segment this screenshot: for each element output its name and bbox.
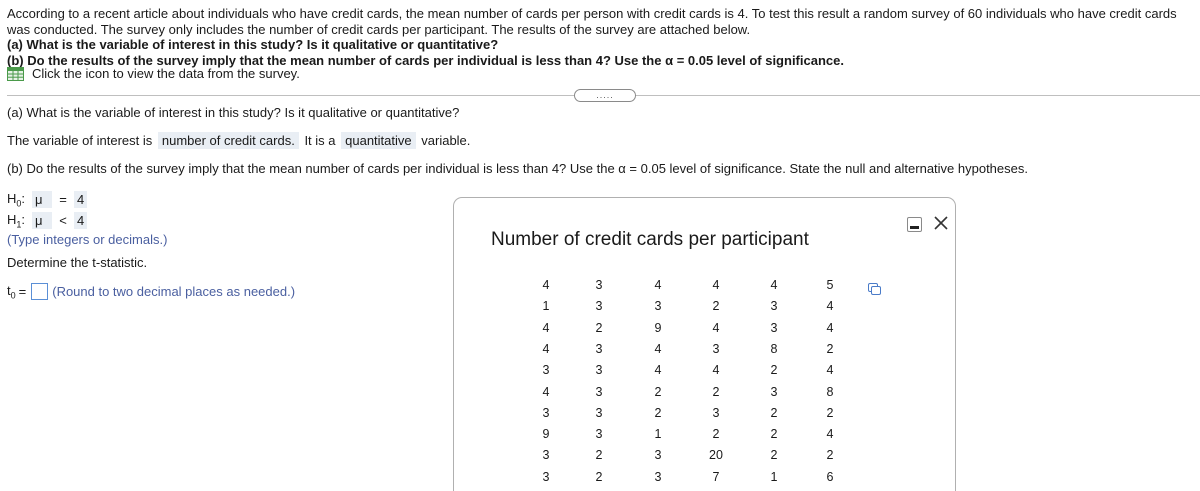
data-cell: 3 xyxy=(595,299,603,314)
data-cell: 4 xyxy=(712,320,720,335)
minimize-button[interactable] xyxy=(907,217,922,232)
data-cell: 1 xyxy=(770,469,778,484)
data-cell: 4 xyxy=(826,363,834,378)
data-cell: 8 xyxy=(770,341,778,356)
null-hypothesis xyxy=(7,191,87,209)
answer-middle: It is a xyxy=(304,133,336,148)
data-cell: 3 xyxy=(712,341,720,356)
t-hint: (Round to two decimal places as needed.) xyxy=(52,284,296,300)
t-label: $t_0$ xyxy=(7,283,16,301)
data-cell: 6 xyxy=(826,469,834,484)
data-cell: 2 xyxy=(770,448,778,463)
data-cell: 3 xyxy=(595,278,603,292)
variable-answer[interactable]: number of credit cards. xyxy=(158,132,299,149)
data-cell: 3 xyxy=(654,448,662,463)
hypothesis-hint: (Type integers or decimals.) xyxy=(7,232,168,247)
data-cell: 3 xyxy=(595,341,603,356)
expand-more-button[interactable]: ..... xyxy=(574,89,636,102)
t-statistic-input[interactable] xyxy=(31,283,48,300)
data-cell: 9 xyxy=(654,320,662,335)
intro-part-b: (b) Do the results of the survey imply that the mean number of cards per individual is less than 4? Use the α = 0.05 level of significance. xyxy=(7,52,844,68)
data-cell: 4 xyxy=(712,278,720,292)
tstat-row xyxy=(7,283,295,301)
part-b-question: (b) Do the results of the survey imply that the mean number of cards per individual is less than 4? Use the α = 0.05 level of significance. State the null and alternative hypotheses. xyxy=(7,161,1028,176)
answer-suffix: variable. xyxy=(421,133,471,148)
data-cell: 3 xyxy=(712,405,720,420)
problem-statement xyxy=(7,6,1193,68)
h1-label: $H_1$: xyxy=(7,212,26,230)
view-data-link[interactable] xyxy=(7,66,300,81)
data-cell: 2 xyxy=(826,341,834,356)
data-cell: 3 xyxy=(654,299,662,314)
answer-prefix: The variable of interest is xyxy=(7,133,153,148)
data-cell: 2 xyxy=(595,320,603,335)
data-cell: 2 xyxy=(770,363,778,378)
part-a-answer xyxy=(7,133,470,148)
data-cell: 2 xyxy=(654,384,662,399)
data-cell: 4 xyxy=(542,320,550,335)
data-cell: 1 xyxy=(542,299,550,314)
data-cell: 3 xyxy=(542,363,550,378)
data-cell: 3 xyxy=(595,427,603,442)
intro-paragraph: According to a recent article about individuals who have credit cards, the mean number of cards per person with credit cards is 4. To test this result a random survey of 60 individuals who have credit cards was conducted. The survey only includes the number of credit cards per participant. The results of the survey are attached below. xyxy=(7,6,1177,37)
data-cell: 4 xyxy=(654,363,662,378)
data-cell: 4 xyxy=(826,299,834,314)
data-cell: 4 xyxy=(542,278,550,292)
data-cell: 2 xyxy=(595,448,603,463)
data-cell: 8 xyxy=(826,384,834,399)
data-cell: 4 xyxy=(542,384,550,399)
alternative-hypothesis xyxy=(7,212,87,230)
data-cell: 2 xyxy=(770,405,778,420)
type-answer[interactable]: quantitative xyxy=(341,132,416,149)
data-cell: 2 xyxy=(712,427,720,442)
h0-label: $H_0$: xyxy=(7,191,26,209)
h0-parameter[interactable]: μ xyxy=(32,191,52,208)
h1-operator[interactable]: < xyxy=(59,213,67,229)
data-cell: 4 xyxy=(826,320,834,335)
data-cell: 5 xyxy=(826,278,834,292)
data-cell: 3 xyxy=(542,448,550,463)
data-cell: 4 xyxy=(654,278,662,292)
data-cell: 3 xyxy=(595,384,603,399)
t-equals: = xyxy=(18,284,27,300)
data-cell: 2 xyxy=(826,448,834,463)
data-cell: 2 xyxy=(826,405,834,420)
copy-icon[interactable] xyxy=(868,283,881,295)
data-cell: 3 xyxy=(595,363,603,378)
data-cell: 3 xyxy=(770,299,778,314)
data-cell: 4 xyxy=(712,363,720,378)
data-cell: 2 xyxy=(770,427,778,442)
data-cell: 3 xyxy=(542,469,550,484)
data-cell: 2 xyxy=(712,384,720,399)
close-icon[interactable] xyxy=(931,213,951,233)
part-a-question: (a) What is the variable of interest in this study? Is it qualitative or quantitative? xyxy=(7,105,460,120)
data-cell: 2 xyxy=(654,405,662,420)
data-cell: 3 xyxy=(770,384,778,399)
data-cell: 4 xyxy=(770,278,778,292)
data-cell: 4 xyxy=(654,341,662,356)
data-cell: 4 xyxy=(826,427,834,442)
data-cell: 3 xyxy=(595,405,603,420)
h1-parameter[interactable]: μ xyxy=(32,212,52,229)
h0-operator[interactable]: = xyxy=(59,192,67,208)
data-cell: 2 xyxy=(595,469,603,484)
data-cell: 4 xyxy=(542,341,550,356)
data-cell: 7 xyxy=(712,469,720,484)
data-cell: 3 xyxy=(654,469,662,484)
data-cell: 3 xyxy=(542,405,550,420)
h0-value[interactable]: 4 xyxy=(74,191,87,208)
data-cell: 1 xyxy=(654,427,662,442)
tstat-prompt: Determine the t-statistic. xyxy=(7,255,148,270)
table-icon[interactable] xyxy=(7,67,24,81)
data-cell: 3 xyxy=(770,320,778,335)
h1-value[interactable]: 4 xyxy=(74,212,87,229)
data-cell: 20 xyxy=(709,448,723,463)
data-cell: 2 xyxy=(712,299,720,314)
data-modal xyxy=(453,197,956,491)
view-data-label[interactable]: Click the icon to view the data from the survey. xyxy=(32,66,300,81)
intro-part-a: (a) What is the variable of interest in this study? Is it qualitative or quantitative? xyxy=(7,37,499,52)
data-cell: 9 xyxy=(542,427,550,442)
modal-title: Number of credit cards per participant xyxy=(491,229,809,250)
